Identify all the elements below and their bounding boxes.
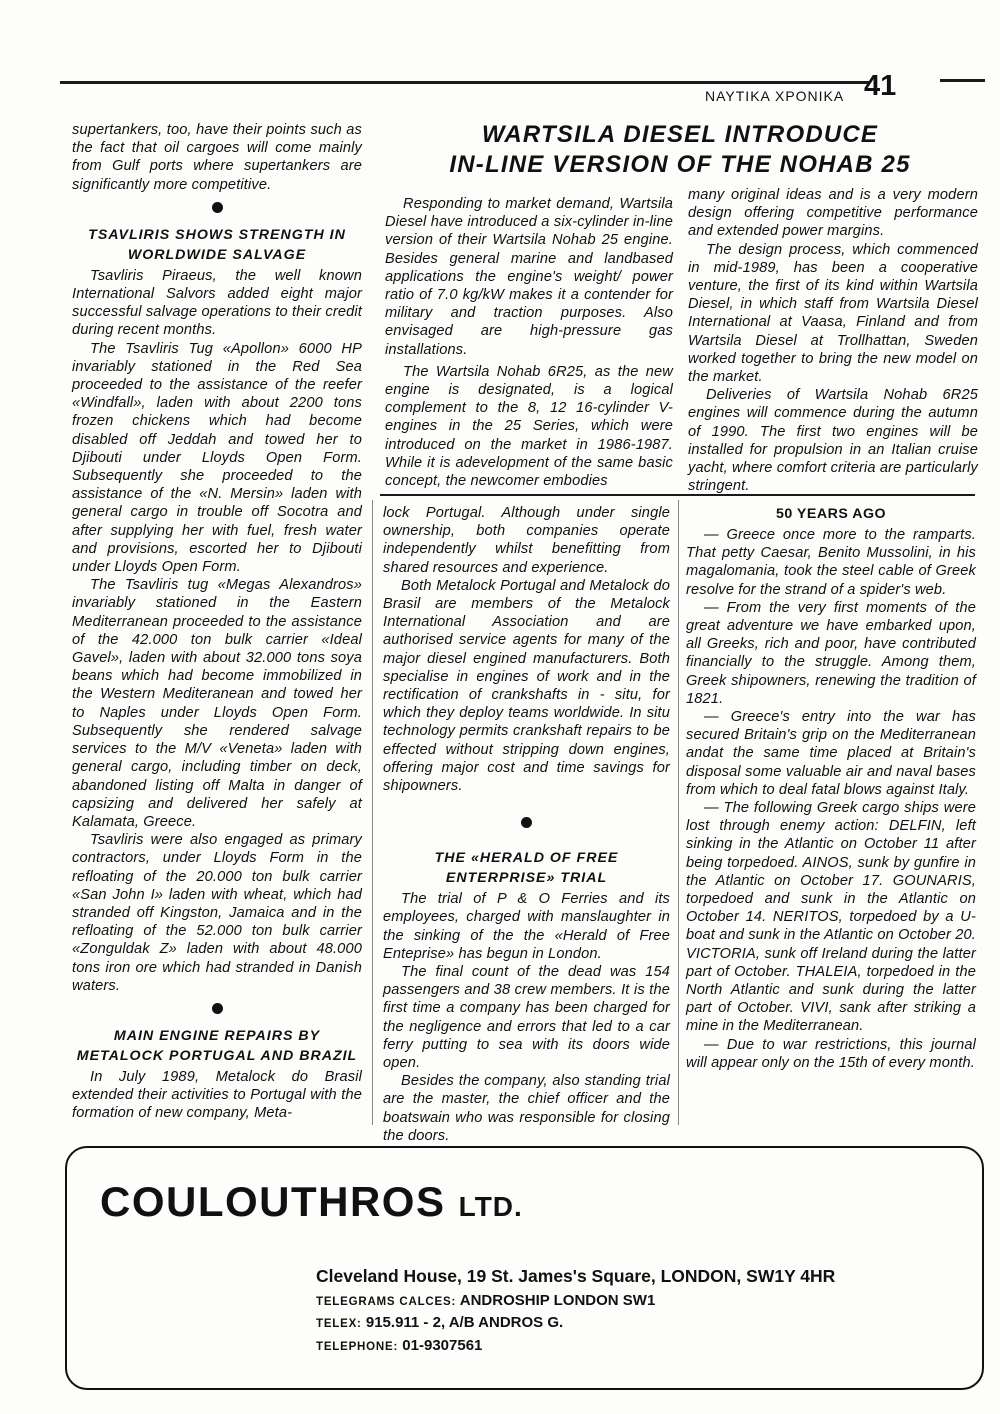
herald-paragraph: Besides the company, also standing trial are the master, the chief officer and the boatswain who was responsible for closing the doors. — [383, 1073, 670, 1144]
header-rule-left — [60, 81, 870, 84]
company-suffix: LTD. — [458, 1191, 523, 1222]
wartsila-paragraph: The design process, which commenced in mid-1989, has been a cooperative venture, the first of its kind within Wartsila Diesel, in which staff from Wartsila Diesel International at Vaasa, Finland and from Wartsila Diesel at Trollhattan, Sweden worked together to bring the new model on the market. — [688, 241, 978, 386]
fifty-years-paragraph: — The following Greek cargo ships were lost through enemy action: DELFIN, left sinking in the Atlantic on October 11 after being torpedoed. AINOS, sunk by gunfire in the Atlantic on October 17. GOUNARIS, torpedoed and sunk in the Atlantic on October 14. NERITOS, torpedoed by a U-boat and sunk in the Atlantic on October 20. VICTORIA, sunk off Ireland during the latter part of October. THALEIA, torpedoed in the North Atlantic and sunk during the latter part of October. VIVI, sank after striking a mine in the Mediterranean. — [686, 800, 977, 1035]
advert-address: Cleveland House, 19 St. James's Square, LONDON, SW1Y 4HR — [316, 1266, 836, 1286]
article-separator-rule — [380, 494, 975, 496]
left-column — [72, 121, 362, 1123]
telex-value: 915.911 - 2, A/B ANDROS G. — [365, 1314, 564, 1331]
fifty-years-heading: 50 YEARS AGO — [775, 506, 887, 522]
wartsila-paragraph: Responding to market demand, Wartsila Diesel have introduced a six-cylinder in-line version of their Wartsila Nohab 25 engine. Besides general marine and landbased applications the engine's weight/ power ratio of 7.0 kg/kW makes it a contender for military and traction purposes. Also envisaged are high-pressure gas installations. — [385, 196, 673, 358]
page-number: 41 — [864, 70, 897, 102]
herald-paragraph: The final count of the dead was 154 passengers and 38 crew members. It is the first time a company has been charged for the negligence and errors that led to a car ferry putting to sea with its doors wide open. — [383, 964, 670, 1072]
fifty-years-paragraph: — Greece's entry into the war has secured Britain's grip on the Mediterranean andat the same time placed at Britain's disposal some valuable air and naval bases from which to deal fatal blows against Italy. — [686, 709, 976, 798]
advert-telegrams — [316, 1292, 655, 1309]
section-bullet — [212, 1003, 223, 1014]
advert-telex — [316, 1314, 563, 1331]
fifty-years-paragraph: — From the very first moments of the great adventure we have embarked upon, all Greeks, rich and poor, have contributed financially to the struggle. Among them, Greek shipowners, renewing the tradition of 1821. — [686, 599, 976, 707]
telephone-label: TELEPHONE: — [316, 1341, 399, 1353]
advert-telephone — [316, 1337, 482, 1354]
herald-paragraph: The trial of P & O Ferries and its employees, charged with manslaughter in the sinking of the the «Herald of Free Enteprise» has begun in London. — [383, 891, 670, 962]
tsavliris-paragraph: Tsavliris Piraeus, the well known International Salvors added eight major successful salvage operations to their credit during recent months. — [72, 267, 362, 339]
wartsila-paragraph: The Wartsila Nohab 6R25, as the new engine is designated, is a logical complement to the 8, 12 16-cylinder V-engines in the 25 Series, which were introduced on the market in 1986-1987. While it is adevelopment of the same basic concept, the newcomer embodies — [385, 363, 673, 490]
telex-label: TELEX: — [316, 1318, 362, 1330]
header-rule-right — [940, 79, 985, 82]
tsavliris-paragraph: The Tsavliris Tug «Apollon» 6000 HP invariably stationed in the Red Sea proceeded to the assistance of the reefer «Windfall», laden with about 2200 tons frozen chickens which had become disabled off Jeddah and towed her to Djibouti under Lloyds Open Form. Subsequently she proceeded to the assistance of the «N. Mersin» laden with general cargo in trouble off Socotra and after supplying her with fuel, fresh water and provisions, escorted her to Djibouti under Lloyds Open Form. — [72, 340, 362, 576]
middle-column — [383, 504, 670, 1145]
telegrams-value: ANDROSHIP LONDON SW1 — [459, 1292, 656, 1309]
column-divider — [678, 500, 679, 1125]
advert-company-name — [100, 1178, 523, 1226]
metalock-paragraph: In July 1989, Metalock do Brasil extended their activities to Portugal with the formation of new company, Meta- — [72, 1068, 362, 1122]
section-bullet — [212, 202, 223, 213]
wartsila-paragraph: Deliveries of Wartsila Nohab 6R25 engines will commence during the autumn of 1990. The first two engines will be installed for propulsion in an Italian cruise yacht, where comfort criteria are particularly stringent. — [688, 387, 978, 495]
column-divider — [372, 500, 373, 1125]
wartsila-headline-line1: WARTSILA DIESEL INTRODUCE — [481, 121, 879, 148]
tsavliris-heading: TSAVLIRIS SHOWS STRENGTH IN WORLDWIDE SALVAGE — [88, 226, 346, 263]
telephone-value: 01-9307561 — [402, 1337, 483, 1354]
wartsila-column-left — [385, 195, 673, 490]
section-bullet — [521, 817, 532, 828]
fifty-years-paragraph: — Greece once more to the ramparts. That petty Caesar, Benito Mussolini, in his magalomania, took the steel cable of Greek resolve for the strand of a spider's web. — [686, 527, 976, 598]
wartsila-column-right — [688, 186, 978, 495]
herald-heading: THE «HERALD OF FREE ENTERPRISE» TRIAL — [434, 850, 619, 887]
publication-title: ΝΑΥΤΙΚΑ ΧΡΟΝΙΚΑ — [705, 88, 845, 104]
metalock-paragraph: lock Portugal. Although under single ownership, both companies operate independently whilst benefitting from shared resources and experience. — [383, 505, 670, 576]
company-name: COULOUTHROS — [100, 1178, 446, 1225]
fifty-years-paragraph: — Due to war restrictions, this journal will appear only on the 15th of every month. — [686, 1036, 976, 1071]
wartsila-headline-line2: IN-LINE VERSION OF THE NOHAB 25 — [449, 151, 911, 178]
metalock-heading: MAIN ENGINE REPAIRS BY METALOCK PORTUGAL AND BRAZIL — [76, 1027, 358, 1064]
tsavliris-paragraph: The Tsavliris tug «Megas Alexandros» invariably stationed in the Eastern Mediterranean proceeded to the assistance of the 42.000 ton bulk carrier «Ideal Gavel», laden with about 32.000 tons soya beans which had become immobilized in the Western Mediteranean and towed her to Naples under Lloyds Open Form. Subsequently she rendered salvage services to the M/V «Veneta» laden with general cargo, including timber on deck, abandoned listing off Malta in danger of capsizing and delivered her safely at Kalamata, Greece. — [72, 577, 362, 830]
right-column — [686, 504, 976, 1072]
tsavliris-paragraph: Tsavliris were also engaged as primary contractors, under Lloyds Form in the refloating of the 20.000 ton bulk carrier «San John I» laden with wheat, which had stranded off Kingston, Jamaica and in the refloating of the 52.000 ton bulk carrier «Zonguldak Z» laden with about 48.000 tons iron ore which had stranded in Danish waters. — [72, 832, 362, 994]
metalock-paragraph: Both Metalock Portugal and Metalock do Brasil are members of the Metalock International Association and are authorised service agents for many of the major diesel engined manufacturers. Both specialise in engines of work and in the rectification of crankshafts in - situ, for which they deploy teams worldwide. In situ technology permits crankshaft repairs to be effected without stripping down engines, offering major cost and time savings for shipowners. — [383, 577, 670, 795]
wartsila-paragraph: many original ideas and is a very modern design offering competitive performance and extended power margins. — [688, 187, 978, 240]
telegrams-label: TELEGRAMS CALCES: — [316, 1296, 457, 1308]
intro-paragraph: supertankers, too, have their points such as the fact that oil cargoes will come mainly from Gulf ports where supertankers are significantly more competitive. — [72, 122, 362, 193]
